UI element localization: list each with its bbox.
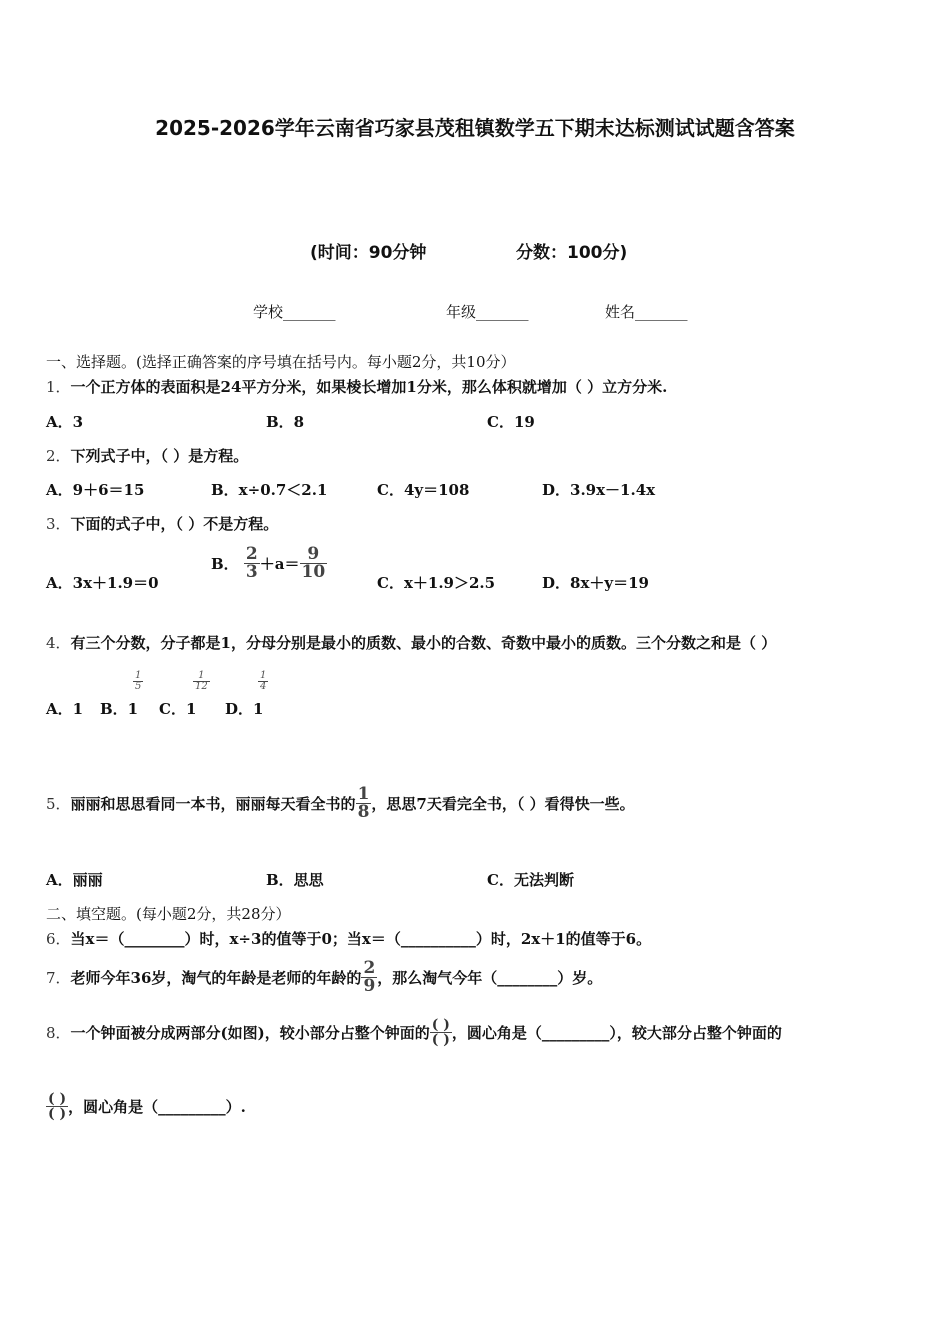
- q3-option-b-mid: ＋a＝: [259, 555, 300, 573]
- q1-number: 1．: [46, 378, 71, 396]
- q6-stem: [46, 928, 651, 949]
- q7-stem: [46, 960, 602, 995]
- q5-number: 5．: [46, 795, 71, 813]
- q4-option-d: D．1: [225, 700, 264, 718]
- q4-text: 有三个分数，分子都是1，分母分别是最小的质数、最小的合数、奇数中最小的质数。三个分数之和是（ ）: [70, 634, 777, 652]
- q4-option-c: C．1: [159, 700, 197, 718]
- q3-number: 3．: [46, 515, 71, 533]
- q7-text-after: ，那么淘气今年（________）岁。: [377, 969, 603, 987]
- q4-stem: [46, 632, 776, 653]
- q3-fraction-1: $\frac{2}{3}$: [245, 544, 258, 582]
- q1-option-b: B．8: [266, 413, 305, 431]
- q2-option-d: D．3.9x－1.4x: [542, 481, 656, 499]
- q8-fraction-large: $\frac{( )}{( )}$: [48, 1091, 67, 1122]
- page-title: 2025-2026学年云南省巧家县茂租镇数学五下期末达标测试试题含答案: [155, 116, 795, 140]
- q5-option-c: C．无法判断: [487, 871, 574, 889]
- q8-text-before: 一个钟面被分成两部分(如图)，较小部分占整个钟面的: [70, 1024, 430, 1042]
- q1-text: 一个正方体的表面积是24平方分米，如果棱长增加1分米，那么体积就增加（ ）立方分米.: [70, 378, 668, 396]
- score-label: 分数：100分): [516, 243, 628, 263]
- school-field: 学校_______: [253, 303, 336, 321]
- q8-stem: [46, 1018, 782, 1047]
- q3-option-b-prefix: B．: [211, 555, 239, 573]
- q5-fraction: $\frac{1}{8}$: [357, 784, 370, 822]
- q3-fraction-2: $\frac{9}{10}$: [301, 544, 326, 582]
- section1-header: 一、选择题。(选择正确答案的序号填在括号内。每小题2分，共10分）: [46, 353, 516, 371]
- q1-stem: [46, 376, 667, 397]
- q7-text-before: 老师今年36岁，淘气的年龄是老师的年龄的: [70, 969, 362, 987]
- q4-option-c-fraction: $\frac{1}{12}$: [195, 670, 208, 692]
- q5-text-before: 丽丽和思思看同一本书，丽丽每天看全书的: [70, 795, 356, 813]
- q2-number: 2．: [46, 447, 71, 465]
- time-label: (时间：90分钟: [310, 243, 427, 263]
- q8-fraction-small: $\frac{( )}{( )}$: [431, 1017, 450, 1048]
- q3-option-d: D．8x＋y＝19: [542, 574, 649, 592]
- q7-number: 7．: [46, 969, 71, 987]
- q8-text-mid: ，圆心角是（_________），较大部分占整个钟面的: [451, 1024, 782, 1042]
- q1-option-a: A．3: [46, 413, 84, 431]
- q3-option-c: C．x＋1.9＞2.5: [377, 574, 496, 592]
- q4-option-d-fraction: $\frac{1}{4}$: [260, 670, 267, 692]
- name-field: 姓名_______: [605, 303, 688, 321]
- q2-option-b: B．x÷0.7＜2.1: [211, 481, 328, 499]
- q7-fraction: $\frac{2}{9}$: [363, 958, 376, 996]
- grade-field: 年级_______: [446, 303, 529, 321]
- section2-header: 二、填空题。(每小题2分，共28分）: [46, 905, 291, 923]
- q3-option-a: A．3x＋1.9＝0: [46, 574, 159, 592]
- q2-text: 下列式子中，（ ）是方程。: [70, 447, 249, 465]
- q6-number: 6．: [46, 930, 71, 948]
- q5-option-a: A．丽丽: [46, 871, 103, 889]
- q8-continued: [46, 1092, 246, 1121]
- q4-option-a: A．1: [46, 700, 84, 718]
- q3-stem: [46, 513, 278, 534]
- q5-stem: [46, 786, 635, 821]
- q5-text-after: ，思思7天看完全书，（ ）看得快一些。: [371, 795, 635, 813]
- q4-number: 4．: [46, 634, 71, 652]
- q3-option-b: [211, 546, 327, 581]
- q4-option-b-fraction: $\frac{1}{5}$: [135, 670, 142, 692]
- q3-text: 下面的式子中，（ ）不是方程。: [70, 515, 279, 533]
- q8-number: 8．: [46, 1024, 71, 1042]
- q8-text-after: ，圆心角是（_________）.: [68, 1098, 246, 1116]
- q2-option-c: C．4y＝108: [377, 481, 470, 499]
- q2-option-a: A．9＋6＝15: [46, 481, 145, 499]
- q5-option-b: B．思思: [266, 871, 324, 889]
- q6-text: 当x＝（________）时，x÷3的值等于0；当x＝（__________）时，2x＋1的值等于6。: [70, 930, 652, 948]
- q1-option-c: C．19: [487, 413, 535, 431]
- q4-option-b: B．1: [100, 700, 139, 718]
- q2-stem: [46, 445, 248, 466]
